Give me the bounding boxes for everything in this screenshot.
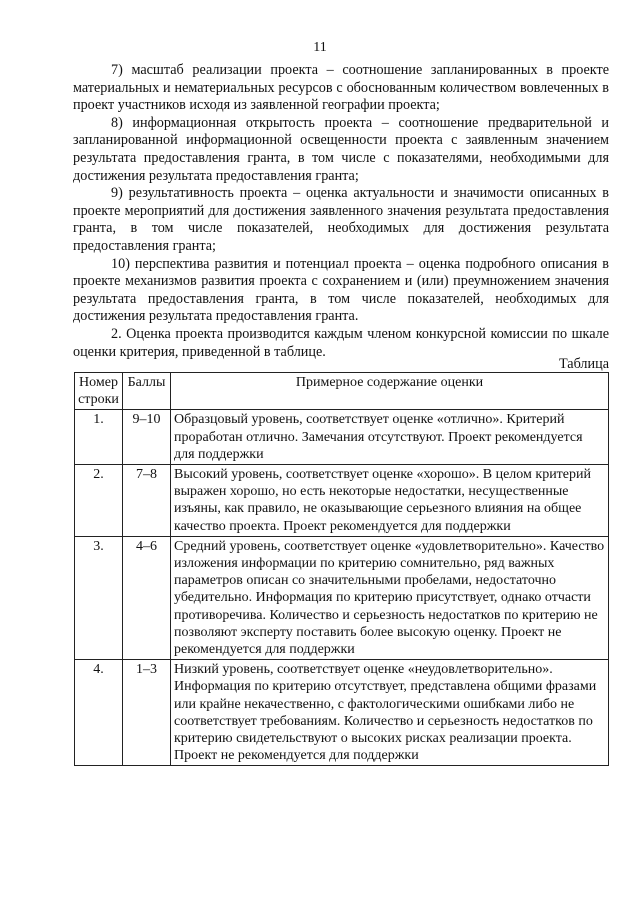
- header-description: Примерное содержание оценки: [171, 373, 609, 410]
- row-score: 9–10: [123, 410, 171, 465]
- row-number: 1.: [75, 410, 123, 465]
- row-description: Низкий уровень, соответствует оценке «неудовлетворительно». Информация по критерию отсутствует, представлена общими фразами или крайне некачественно, с фактологическими ошибками либо не соответствует требованиям. Количество и серьезность недостатков по критерию свидетельствуют о высоких рисках реализации проекта. Проект не рекомендуется для поддержки: [171, 660, 609, 766]
- row-description: Средний уровень, соответствует оценке «удовлетворительно». Качество изложения информации по критерию сомнительно, ряд важных параметров описан со значительными пробелами, недостаточно убедительно. Информация по критерию присутствует, однако отчасти противоречива. Количество и серьезность недостатков по критерию не позволяют эксперту поставить более высокую оценку. Проект не рекомендуется для поддержки: [171, 536, 609, 659]
- page-number: 11: [313, 40, 327, 55]
- score-table: [74, 372, 609, 766]
- paragraph: 9) результативность проекта – оценка актуальности и значимости описанных в проекте мероприятий для достижения заявленного значения результата предоставления гранта, в том числе показателей, необходимых для достижения результата предоставления гранта;: [73, 185, 609, 254]
- row-score: 4–6: [123, 536, 171, 659]
- row-score: 1–3: [123, 660, 171, 766]
- table-row: [75, 536, 609, 659]
- paragraph: 7) масштаб реализации проекта – соотношение запланированных в проекте материальных и нематериальных ресурсов с обоснованным количеством вовлеченных в проект участников исходя из заявленной географии проекта;: [73, 62, 609, 114]
- paragraph: 2. Оценка проекта производится каждым членом конкурсной комиссии по шкале оценки критерия, приведенной в таблице.: [73, 325, 609, 360]
- table-header-row: [75, 373, 609, 410]
- row-number: 3.: [75, 536, 123, 659]
- header-row-number: Номер строки: [75, 373, 123, 410]
- row-description: Образцовый уровень, соответствует оценке «отлично». Критерий проработан отлично. Замечания отсутствуют. Проект рекомендуется для поддержки: [171, 410, 609, 465]
- table-row: [75, 660, 609, 766]
- paragraph: 10) перспектива развития и потенциал проекта – оценка подробного описания в проекте механизмов развития проекта с сохранением и (или) преумножением значения результата предоставления гранта, в том числе показателей, необходимых для достижения результата предоставления гранта.: [73, 255, 609, 325]
- table-caption: Таблица: [558, 356, 609, 372]
- paragraph: 8) информационная открытость проекта – соотношение предварительной и запланированной информационной освещенности проекта с заявленным значением результата предоставления гранта, в том числе с показателями, необходимыми для достижения результата предоставления гранта;: [73, 114, 609, 184]
- body-text: [73, 62, 609, 361]
- header-score: Баллы: [123, 373, 171, 410]
- table-row: [75, 465, 609, 537]
- row-description: Высокий уровень, соответствует оценке «хорошо». В целом критерий выражен хорошо, но есть некоторые недостатки, несущественные изъяны, как правило, не оказывающие серьезного влияния на общее качество проекта. Проект рекомендуется для поддержки: [171, 465, 609, 537]
- row-number: 4.: [75, 660, 123, 766]
- row-number: 2.: [75, 465, 123, 537]
- table-row: [75, 410, 609, 465]
- row-score: 7–8: [123, 465, 171, 537]
